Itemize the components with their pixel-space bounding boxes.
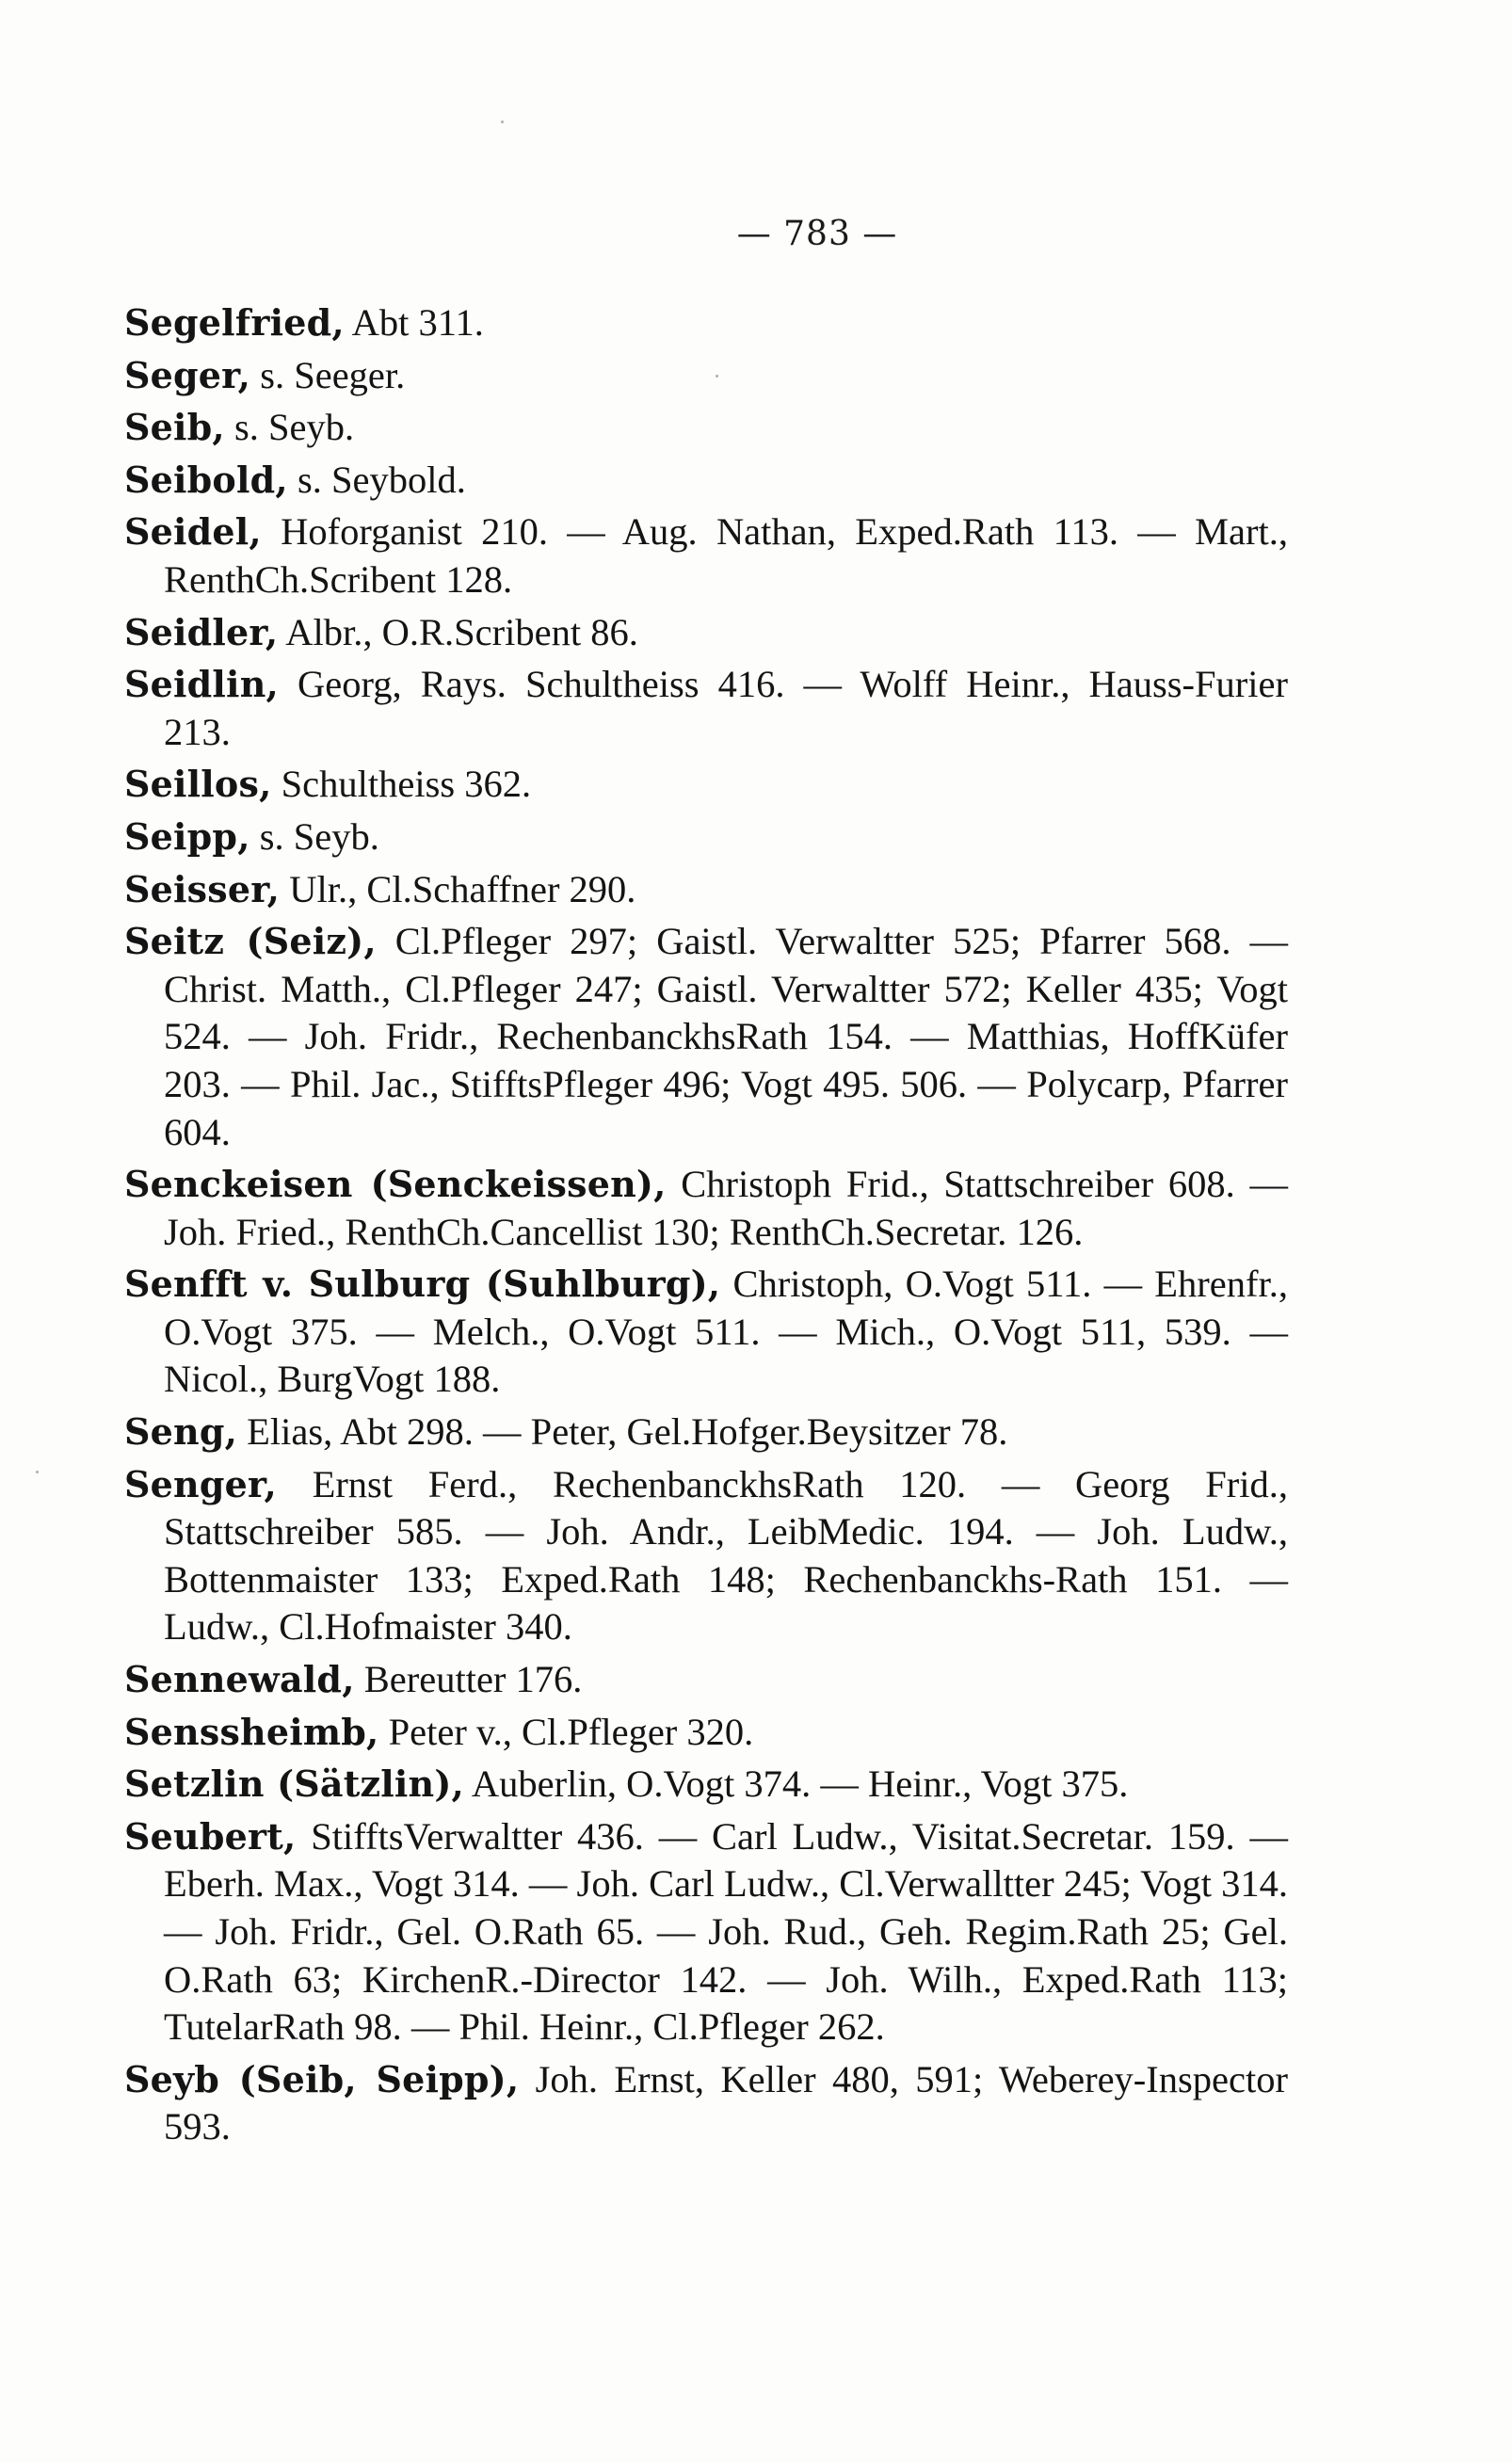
index-entry (124, 609, 1288, 657)
entry-headword: Setzlin (Sätzlin), (124, 1762, 464, 1806)
index-entry (124, 866, 1288, 914)
entry-text: Peter v., Cl.Pfleger 320. (378, 1710, 754, 1753)
index-entry (124, 2056, 1288, 2151)
entry-headword: Senckeisen (Senckeissen), (124, 1163, 667, 1206)
entry-headword: Seidlin, (124, 663, 279, 706)
index-entry (124, 299, 1288, 347)
index-entry (124, 1813, 1288, 2052)
index-entry (124, 1761, 1288, 1809)
entry-text: s. Seyb. (224, 406, 355, 449)
entry-text: Ulr., Cl.Schaffner 290. (280, 867, 636, 910)
entry-text: Hoforganist 210. — Aug. Nathan, Exped.Rath 113. — Mart., RenthCh.Scribent 128. (164, 510, 1288, 601)
entry-text: Joh. Ernst, Keller 480, 591; Weberey-Inspector 593. (164, 2057, 1288, 2148)
entry-text: Abt 311. (344, 301, 484, 344)
entry-text: Albr., O.R.Scribent 86. (278, 610, 638, 653)
index-entry (124, 918, 1288, 1156)
index-entry (124, 1261, 1288, 1404)
entry-text: Cl.Pfleger 297; Gaistl. Verwaltter 525; Pfarrer 568. — Christ. Matth., Cl.Pfleger 247; Gaistl. Verwaltter 572; Keller 435; Vogt 524. — Joh. Fridr., RechenbanckhsRath 154. — Matthias, HoffKüfer 203. — Phil. Jac., StifftsPfleger 496; Vogt 495. 506. — Polycarp, Pfarrer 604. (164, 920, 1288, 1153)
entry-headword: Seib, (124, 406, 225, 449)
entry-headword: Seyb (Seib, Seipp), (124, 2057, 520, 2100)
entry-headword: Segelfried, (124, 301, 345, 344)
page-number: — 783 — (736, 215, 898, 253)
entry-text: s. Seyb. (249, 814, 379, 858)
index-entry (124, 1161, 1288, 1256)
entry-text: Christoph Frid., Stattschreiber 608. — Joh. Fried., RenthCh.Cancellist 130; RenthCh.Secretar. 126. (164, 1163, 1288, 1253)
entry-text: s. Seybold. (287, 458, 466, 501)
paper-speck (36, 1471, 39, 1473)
paper-speck (501, 121, 504, 123)
entry-text: Bereutter 176. (354, 1658, 583, 1701)
entry-headword: Senger, (124, 1462, 277, 1505)
index-entries (124, 299, 1288, 2156)
entry-text: Schultheiss 362. (271, 763, 532, 806)
entry-headword: Seisser, (124, 867, 281, 910)
entry-headword: Seipp, (124, 814, 250, 858)
index-entry (124, 813, 1288, 861)
index-entry (124, 761, 1288, 809)
entry-text: Elias, Abt 298. — Peter, Gel.Hofger.Beysitzer 78. (237, 1410, 1008, 1454)
index-entry (124, 457, 1288, 505)
entry-headword: Seger, (124, 353, 251, 396)
entry-headword: Seubert, (124, 1814, 297, 1858)
index-entry (124, 508, 1288, 603)
entry-text: Ernst Ferd., RechenbanckhsRath 120. — Georg Frid., Stattschreiber 585. — Joh. Andr., LeibMedic. 194. — Joh. Ludw., Bottenmaister 133; Exped.Rath 148; Rechenbanckhs-Rath 151. — Ludw., Cl.Hofmaister 340. (164, 1462, 1288, 1649)
entry-headword: Seillos, (124, 763, 272, 806)
entry-text: Georg, Rays. Schultheiss 416. — Wolff Heinr., Hauss-Furier 213. (164, 663, 1288, 753)
index-entry (124, 1461, 1288, 1651)
entry-headword: Seng, (124, 1410, 238, 1454)
entry-headword: Seitz (Seiz), (124, 920, 377, 963)
entry-headword: Seidel, (124, 510, 262, 554)
index-entry (124, 1709, 1288, 1757)
index-entry (124, 1408, 1288, 1456)
index-entry (124, 352, 1288, 400)
index-entry (124, 661, 1288, 756)
entry-text: Auberlin, O.Vogt 374. — Heinr., Vogt 375. (463, 1762, 1129, 1806)
entry-text: Christoph, O.Vogt 511. — Ehrenfr., O.Vogt 375. — Melch., O.Vogt 511. — Mich., O.Vogt 511, 539. — Nicol., BurgVogt 188. (164, 1263, 1288, 1401)
entry-headword: Senfft v. Sulburg (Suhlburg), (124, 1263, 721, 1306)
entry-headword: Senssheimb, (124, 1710, 379, 1753)
entry-headword: Sennewald, (124, 1658, 355, 1701)
index-entry (124, 404, 1288, 452)
entry-text: StifftsVerwaltter 436. — Carl Ludw., Visitat.Secretar. 159. — Eberh. Max., Vogt 314. — Joh. Carl Ludw., Cl.Verwalltter 245; Vogt 314. — Joh. Fridr., Gel. O.Rath 65. — Joh. Rud., Geh. Regim.Rath 25; Gel. O.Rath 63; KirchenR.-Director 142. — Joh. Wilh., Exped.Rath 113; TutelarRath 98. — Phil. Heinr., Cl.Pfleger 262. (164, 1814, 1288, 2049)
index-entry (124, 1656, 1288, 1704)
entry-headword: Seibold, (124, 458, 288, 501)
entry-headword: Seidler, (124, 610, 279, 653)
entry-text: s. Seeger. (250, 353, 406, 396)
